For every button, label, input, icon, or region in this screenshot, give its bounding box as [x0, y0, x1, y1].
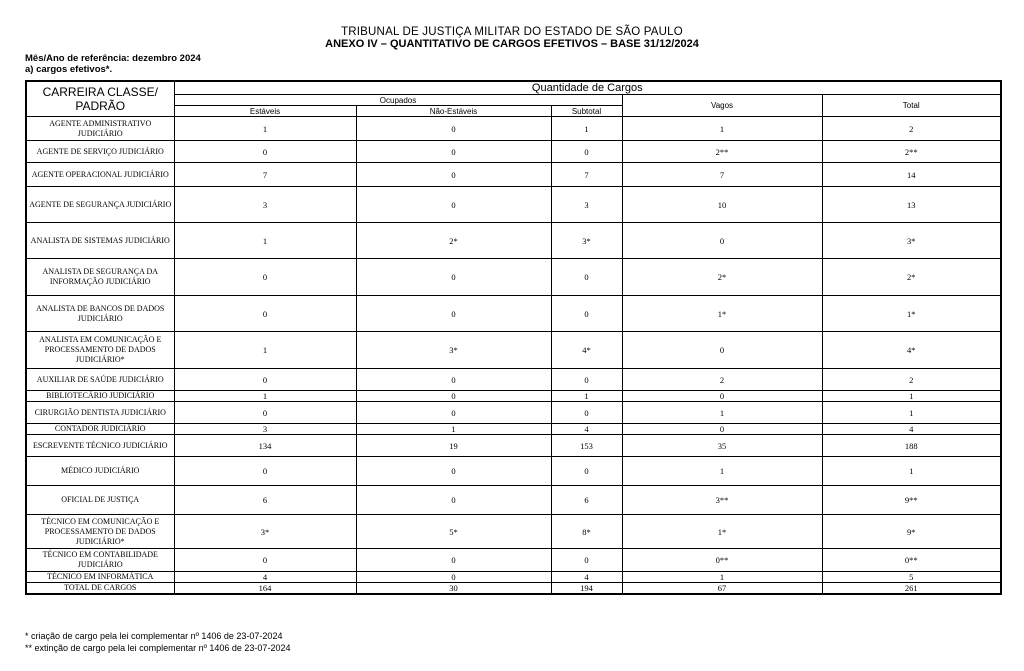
- row-label: ESCREVENTE TÉCNICO JUDICIÁRIO: [26, 435, 174, 457]
- cell-subtotal: 1: [551, 117, 622, 141]
- row-label: ANALISTA DE SEGURANÇA DA INFORMAÇÃO JUDICIÁRIO: [26, 259, 174, 296]
- cell-estaveis: 7: [174, 163, 356, 187]
- cell-vagos: 2*: [622, 259, 822, 296]
- row-label: TOTAL DE CARGOS: [26, 583, 174, 595]
- cell-total: 2: [822, 117, 1001, 141]
- footnote-creation: * criação de cargo pela lei complementar nº 1406 de 23-07-2024: [25, 631, 283, 641]
- cell-vagos: 10: [622, 187, 822, 223]
- cell-vagos: 2: [622, 369, 822, 391]
- cell-estaveis: 0: [174, 296, 356, 332]
- row-label: TÉCNICO EM COMUNICAÇÃO E PROCESSAMENTO DE DADOS JUDICIÁRIO*: [26, 515, 174, 549]
- table-row: [26, 259, 1001, 296]
- cell-total: 5: [822, 572, 1001, 583]
- cell-nao-estaveis: 0: [356, 141, 551, 163]
- cell-estaveis: 4: [174, 572, 356, 583]
- cell-nao-estaveis: 0: [356, 402, 551, 424]
- header-subtotal: Subtotal: [551, 106, 622, 117]
- cell-nao-estaveis: 0: [356, 391, 551, 402]
- header-carreira: CARREIRA CLASSE/ PADRÃO: [26, 81, 174, 117]
- row-label: TÉCNICO EM INFORMÁTICA: [26, 572, 174, 583]
- document-title: TRIBUNAL DE JUSTIÇA MILITAR DO ESTADO DE SÃO PAULO: [341, 26, 683, 38]
- cell-subtotal: 8*: [551, 515, 622, 549]
- cell-total: 14: [822, 163, 1001, 187]
- table-row: [26, 572, 1001, 583]
- header-quantidade: Quantidade de Cargos: [174, 81, 1001, 95]
- cell-total: 3*: [822, 223, 1001, 259]
- cell-subtotal: 0: [551, 402, 622, 424]
- cell-estaveis: 0: [174, 457, 356, 486]
- cell-vagos: 67: [622, 583, 822, 595]
- cell-subtotal: 0: [551, 296, 622, 332]
- cell-estaveis: 0: [174, 369, 356, 391]
- cell-subtotal: 4*: [551, 332, 622, 369]
- cell-vagos: 1*: [622, 515, 822, 549]
- cell-estaveis: 164: [174, 583, 356, 595]
- cell-subtotal: 0: [551, 141, 622, 163]
- table-row: [26, 549, 1001, 572]
- row-label: ANALISTA DE SISTEMAS JUDICIÁRIO: [26, 223, 174, 259]
- cell-nao-estaveis: 0: [356, 117, 551, 141]
- section-label: a) cargos efetivos*.: [25, 64, 113, 75]
- cell-total: 0**: [822, 549, 1001, 572]
- cell-vagos: 3**: [622, 486, 822, 515]
- cell-total: 9*: [822, 515, 1001, 549]
- cell-total: 2: [822, 369, 1001, 391]
- cell-vagos: 0: [622, 332, 822, 369]
- cell-subtotal: 0: [551, 369, 622, 391]
- row-label: AGENTE DE SERVIÇO JUDICIÁRIO: [26, 141, 174, 163]
- cell-subtotal: 4: [551, 572, 622, 583]
- cell-estaveis: 1: [174, 223, 356, 259]
- table-body: [26, 117, 1001, 595]
- cell-total: 261: [822, 583, 1001, 595]
- cell-estaveis: 0: [174, 259, 356, 296]
- table-row: [26, 457, 1001, 486]
- cell-nao-estaveis: 0: [356, 457, 551, 486]
- cell-subtotal: 194: [551, 583, 622, 595]
- cell-subtotal: 1: [551, 391, 622, 402]
- table-row: [26, 163, 1001, 187]
- total-row: [26, 583, 1001, 595]
- cell-subtotal: 0: [551, 549, 622, 572]
- cell-total: 1: [822, 402, 1001, 424]
- cell-vagos: 7: [622, 163, 822, 187]
- cell-estaveis: 1: [174, 332, 356, 369]
- row-label: OFICIAL DE JUSTIÇA: [26, 486, 174, 515]
- cell-total: 9**: [822, 486, 1001, 515]
- table-row: [26, 424, 1001, 435]
- cell-total: 1: [822, 391, 1001, 402]
- cell-estaveis: 6: [174, 486, 356, 515]
- cell-vagos: 1: [622, 402, 822, 424]
- cell-nao-estaveis: 19: [356, 435, 551, 457]
- cell-total: 1*: [822, 296, 1001, 332]
- cell-total: 2**: [822, 141, 1001, 163]
- row-label: AGENTE DE SEGURANÇA JUDICIÁRIO: [26, 187, 174, 223]
- cell-estaveis: 0: [174, 549, 356, 572]
- table-row: [26, 141, 1001, 163]
- cell-subtotal: 0: [551, 259, 622, 296]
- cell-subtotal: 3: [551, 187, 622, 223]
- cell-subtotal: 3*: [551, 223, 622, 259]
- cargos-table: [25, 80, 1002, 595]
- reference-month: Mês/Ano de referência: dezembro 2024: [25, 53, 201, 64]
- table-row: [26, 402, 1001, 424]
- cell-subtotal: 6: [551, 486, 622, 515]
- cell-vagos: 1: [622, 572, 822, 583]
- document-subtitle: ANEXO IV – QUANTITATIVO DE CARGOS EFETIVOS – BASE 31/12/2024: [325, 38, 699, 50]
- cell-vagos: 0**: [622, 549, 822, 572]
- row-label: CIRURGIÃO DENTISTA JUDICIÁRIO: [26, 402, 174, 424]
- header-vagos: Vagos: [622, 95, 822, 117]
- cell-nao-estaveis: 30: [356, 583, 551, 595]
- row-label: AUXILIAR DE SAÚDE JUDICIÁRIO: [26, 369, 174, 391]
- row-label: AGENTE ADMINISTRATIVO JUDICIÁRIO: [26, 117, 174, 141]
- table-row: [26, 187, 1001, 223]
- cell-nao-estaveis: 0: [356, 163, 551, 187]
- table-row: [26, 515, 1001, 549]
- table-row: [26, 391, 1001, 402]
- cell-vagos: 1: [622, 457, 822, 486]
- row-label: ANALISTA DE BANCOS DE DADOS JUDICIÁRIO: [26, 296, 174, 332]
- footnote-extinction: ** extinção de cargo pela lei complementar nº 1406 de 23-07-2024: [25, 643, 291, 653]
- table-row: [26, 223, 1001, 259]
- cell-nao-estaveis: 0: [356, 572, 551, 583]
- cell-nao-estaveis: 0: [356, 259, 551, 296]
- header-ocupados: Ocupados: [174, 95, 622, 106]
- table-row: [26, 435, 1001, 457]
- cell-total: 2*: [822, 259, 1001, 296]
- cell-estaveis: 134: [174, 435, 356, 457]
- cell-nao-estaveis: 2*: [356, 223, 551, 259]
- cell-total: 13: [822, 187, 1001, 223]
- cell-nao-estaveis: 1: [356, 424, 551, 435]
- cell-vagos: 0: [622, 424, 822, 435]
- cell-vagos: 0: [622, 223, 822, 259]
- table-row: [26, 117, 1001, 141]
- row-label: AGENTE OPERACIONAL JUDICIÁRIO: [26, 163, 174, 187]
- cell-total: 1: [822, 457, 1001, 486]
- cell-subtotal: 153: [551, 435, 622, 457]
- row-label: TÉCNICO EM CONTABILIDADE JUDICIÁRIO: [26, 549, 174, 572]
- row-label: BIBLIOTECÁRIO JUDICIÁRIO: [26, 391, 174, 402]
- cell-subtotal: 4: [551, 424, 622, 435]
- cell-nao-estaveis: 0: [356, 369, 551, 391]
- cell-nao-estaveis: 3*: [356, 332, 551, 369]
- table-row: [26, 332, 1001, 369]
- cell-vagos: 0: [622, 391, 822, 402]
- cell-vagos: 1*: [622, 296, 822, 332]
- cell-nao-estaveis: 0: [356, 486, 551, 515]
- cell-nao-estaveis: 0: [356, 187, 551, 223]
- cell-estaveis: 0: [174, 402, 356, 424]
- cell-subtotal: 7: [551, 163, 622, 187]
- cell-estaveis: 0: [174, 141, 356, 163]
- row-label: CONTADOR JUDICIÁRIO: [26, 424, 174, 435]
- row-label: ANALISTA EM COMUNICAÇÃO E PROCESSAMENTO DE DADOS JUDICIÁRIO*: [26, 332, 174, 369]
- cell-total: 4: [822, 424, 1001, 435]
- header-nao-estaveis: Não-Estáveis: [356, 106, 551, 117]
- cell-vagos: 2**: [622, 141, 822, 163]
- cell-estaveis: 1: [174, 391, 356, 402]
- table-row: [26, 369, 1001, 391]
- cell-vagos: 35: [622, 435, 822, 457]
- table-row: [26, 486, 1001, 515]
- cell-total: 4*: [822, 332, 1001, 369]
- header-total: Total: [822, 95, 1001, 117]
- cell-subtotal: 0: [551, 457, 622, 486]
- cell-nao-estaveis: 0: [356, 549, 551, 572]
- cell-estaveis: 3: [174, 187, 356, 223]
- cell-nao-estaveis: 5*: [356, 515, 551, 549]
- row-label: MÉDICO JUDICIÁRIO: [26, 457, 174, 486]
- cell-nao-estaveis: 0: [356, 296, 551, 332]
- cell-total: 188: [822, 435, 1001, 457]
- cell-vagos: 1: [622, 117, 822, 141]
- table-row: [26, 296, 1001, 332]
- cell-estaveis: 1: [174, 117, 356, 141]
- cell-estaveis: 3: [174, 424, 356, 435]
- cell-estaveis: 3*: [174, 515, 356, 549]
- header-estaveis: Estáveis: [174, 106, 356, 117]
